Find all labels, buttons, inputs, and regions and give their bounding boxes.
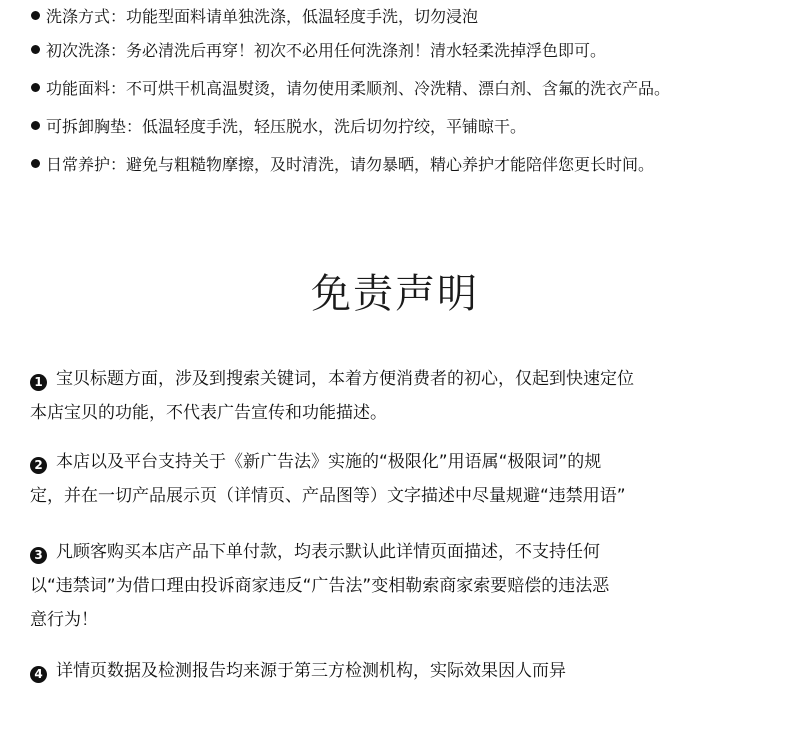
care-item-text: 避免与粗糙物摩擦，及时清洗，请勿暴晒，精心养护才能陪伴您更长时间。	[126, 154, 655, 174]
care-item-text: 功能型面料请单独洗涤，低温轻度手洗，切勿浸泡	[126, 6, 479, 26]
care-item-text: 务必清洗后再穿！初次不必用任何洗涤剂！清水轻柔洗掉浮色即可。	[126, 40, 607, 60]
bullet-icon	[31, 45, 40, 54]
disclaimer-line: 本店宝贝的功能，不代表广告宣传和功能描述。	[30, 403, 387, 423]
disclaimer-text: 凡顾客购买本店产品下单付款，均表示默认此详情页面描述，不支持任何	[56, 542, 600, 562]
number-badge-icon: 4	[30, 666, 47, 683]
care-item-functional-fabric	[28, 68, 778, 106]
bullet-icon	[31, 83, 40, 92]
number-badge-icon: 1	[30, 374, 47, 391]
care-item-label: 洗涤方式：	[46, 6, 127, 26]
care-item-wash-method	[28, 0, 778, 30]
care-instructions-list	[28, 0, 778, 182]
care-item-label: 功能面料：	[46, 78, 127, 98]
care-item-removable-pad	[28, 106, 778, 144]
disclaimer-line	[30, 535, 760, 569]
disclaimer-item	[30, 654, 760, 688]
care-item-text: 低温轻度手洗，轻压脱水，洗后切勿拧绞，平铺晾干。	[142, 116, 527, 136]
number-badge-icon: 2	[30, 457, 47, 474]
disclaimer-line: 意行为！	[30, 610, 98, 630]
disclaimer-title: 免责声明	[311, 271, 479, 317]
care-item-label: 可拆卸胸垫：	[46, 116, 143, 136]
disclaimer-line	[30, 362, 760, 396]
disclaimer-text: 宝贝标题方面，涉及到搜索关键词，本着方便消费者的初心，仅起到快速定位	[56, 369, 634, 389]
care-item-label: 初次洗涤：	[46, 40, 127, 60]
bullet-icon	[31, 11, 40, 20]
disclaimer-line	[30, 654, 760, 688]
care-item-label: 日常养护：	[46, 154, 127, 174]
care-item-text: 不可烘干机高温熨烫，请勿使用柔顺剂、冷洗精、漂白剂、含氟的洗衣产品。	[126, 78, 671, 98]
care-item-daily-care	[28, 144, 778, 182]
number-badge-icon: 3	[30, 547, 47, 564]
disclaimer-item	[30, 362, 760, 430]
disclaimer-line: 定，并在一切产品展示页（详情页、产品图等）文字描述中尽量规避“违禁用语”	[30, 486, 626, 506]
disclaimer-line: 以“违禁词”为借口理由投诉商家违反“广告法”变相勒索商家索要赔偿的违法恶	[30, 576, 610, 596]
disclaimer-item	[30, 535, 760, 637]
disclaimer-line	[30, 445, 760, 479]
bullet-icon	[31, 159, 40, 168]
disclaimer-text: 详情页数据及检测报告均来源于第三方检测机构，实际效果因人而异	[56, 661, 566, 681]
disclaimer-item	[30, 445, 760, 513]
disclaimer-text: 本店以及平台支持关于《新广告法》实施的“极限化”用语属“极限词”的规	[56, 452, 602, 472]
bullet-icon	[31, 121, 40, 130]
care-item-first-wash	[28, 30, 778, 68]
